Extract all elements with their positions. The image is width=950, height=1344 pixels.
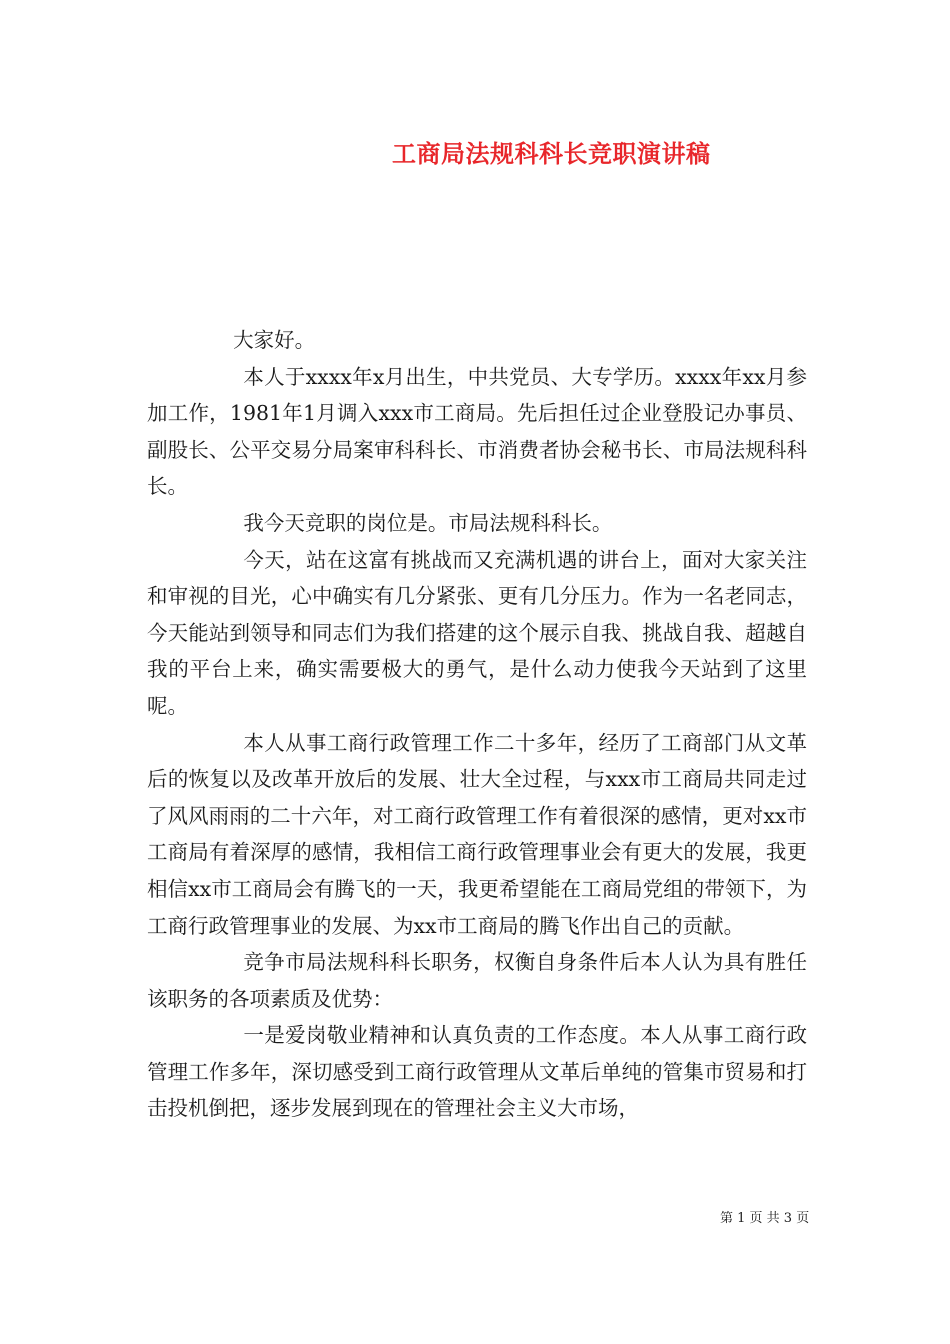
paragraph-self-introduction: 本人于xxxx年x月出生，中共党员、大专学历。xxxx年xx月参加工作，1981年1月调入xxx市工商局。先后担任过企业登股记办事员、副股长、公平交易分局案审科科长、市消费者协会秘书长、市局法规科科长。 [147, 364, 807, 499]
paragraph-qualifications-intro: 竞争市局法规科科长职务，权衡自身条件后本人认为具有胜任该职务的各项素质及优势： [147, 950, 807, 1011]
paragraph-work-experience: 本人从事工商行政管理工作二十多年，经历了工商部门从文革后的恢复以及改革开放后的发展、壮大全过程，与xxx市工商局共同走过了风风雨雨的二十六年，对工商行政管理工作有着很深的感情，更对xx市工商局有着深厚的感情，我相信工商行政管理事业会有更大的发展，我更相信xx市工商局会有腾飞的一天，我更希望能在工商局党组的带领下，为工商行政管理事业的发展、为xx市工商局的腾飞作出自己的贡献。 [147, 730, 807, 938]
page-number: 第 1 页 共 3 页 [720, 1211, 810, 1226]
paragraph-motivation: 今天，站在这富有挑战而又充满机遇的讲台上，面对大家关注和审视的目光，心中确实有几分紧张、更有几分压力。作为一名老同志，今天能站到领导和同志们为我们搭建的这个展示自我、挑战自我、超越自我的平台上来，确实需要极大的勇气，是什么动力使我今天站到了这里呢。 [147, 547, 807, 718]
paragraph-qualification-one: 一是爱岗敬业精神和认真负责的工作态度。本人从事工商行政管理工作多年，深切感受到工商行政管理从文革后单纯的管集市贸易和打击投机倒把，逐步发展到现在的管理社会主义大市场， [147, 1023, 807, 1121]
paragraph-target-position: 我今天竞职的岗位是。市局法规科科长。 [243, 510, 613, 535]
page-title: 工商局法规科科长竞职演讲稿 [392, 139, 711, 168]
document-body [147, 322, 807, 1127]
paragraph-greeting: 大家好。 [233, 328, 316, 352]
